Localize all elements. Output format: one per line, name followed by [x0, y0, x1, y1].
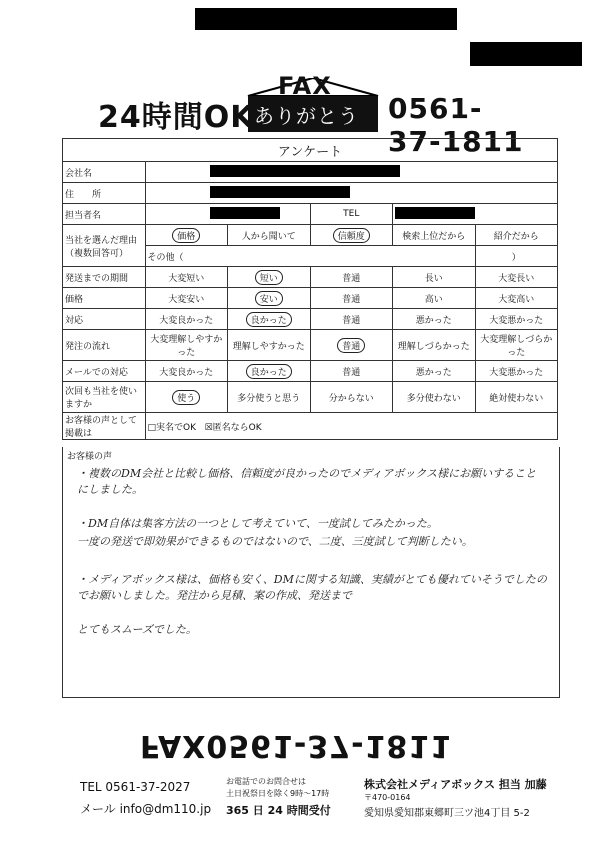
fax-number-mirrored: FAX0561-37-1811: [140, 728, 453, 763]
option-selected[interactable]: 良かった: [246, 364, 292, 379]
publish-label: お客様の声として掲載は: [63, 413, 146, 440]
comments-heading: お客様の声: [67, 452, 113, 462]
row-label: 対応: [63, 309, 146, 330]
row-label: 価格: [63, 288, 146, 309]
survey-title: アンケート: [63, 139, 558, 162]
reason-other[interactable]: その他（: [145, 246, 475, 267]
reason-opt-intro[interactable]: 紹介だから: [475, 225, 558, 246]
option[interactable]: 大変高い: [475, 288, 558, 309]
option-selected[interactable]: 普通: [337, 338, 365, 353]
row-label: 次回も当社を使いますか: [63, 382, 146, 413]
option-selected[interactable]: 安い: [255, 291, 283, 306]
option[interactable]: 多分使うと思う: [228, 382, 311, 413]
option[interactable]: 悪かった: [393, 309, 476, 330]
publish-options: [145, 413, 558, 440]
comment-line: ・メディアボックス様は、価格も安く、DMに関する知識、実績がとても優れていそうでしたのでお願いしました。発注から見積、案の作成、発送まで: [77, 573, 547, 602]
footer-note2: 土日祝祭日を除く9時〜17時: [226, 789, 330, 798]
row-next-use: [63, 382, 558, 413]
contact-label: 担当者名: [63, 204, 146, 225]
footer-mail[interactable]: メール info@dm110.jp: [80, 802, 212, 816]
option[interactable]: 大変理解しづらかった: [475, 330, 558, 361]
reason-opt-trust[interactable]: 信頼度: [333, 228, 370, 243]
survey-table: [62, 138, 558, 440]
reason-opt-search[interactable]: 検索上位だから: [393, 225, 476, 246]
tel-label: TEL: [310, 204, 393, 225]
reason-label: 当社を選んだ理由（複数回答可）: [63, 225, 146, 267]
option[interactable]: 大変良かった: [145, 361, 228, 382]
footer-address: 愛知県愛知郡東郷町三ツ池4丁目 5-2: [364, 808, 530, 819]
company-value: [145, 162, 558, 183]
contact-value: [145, 204, 310, 225]
option[interactable]: 普通: [310, 361, 393, 382]
redaction-right: [470, 42, 582, 66]
row-label: 発送までの期間: [63, 267, 146, 288]
comment-line: ・DM自体は集客方法の一つとして考えていて、一度試してみたかった。: [77, 517, 438, 530]
option[interactable]: 多分使わない: [393, 382, 476, 413]
address-label: 住 所: [63, 183, 146, 204]
row-label: 発注の流れ: [63, 330, 146, 361]
option[interactable]: 絶対使わない: [475, 382, 558, 413]
option[interactable]: 理解しづらかった: [393, 330, 476, 361]
reason-opt-referral[interactable]: 人から聞いて: [228, 225, 311, 246]
row-order-flow: [63, 330, 558, 361]
comment-line: とてもスムーズでした。: [77, 623, 197, 636]
footer-note1: お電話でのお問合せは: [226, 777, 306, 786]
reason-other-close: ）: [475, 246, 558, 267]
row-shipping: [63, 267, 558, 288]
publish-anonymous[interactable]: 匿名ならOK: [212, 422, 262, 433]
option[interactable]: 大変悪かった: [475, 309, 558, 330]
fax-label: FAX: [278, 72, 332, 100]
tel-value: [393, 204, 558, 225]
phone-label: 0561-37-1811: [388, 92, 524, 158]
publish-real-name[interactable]: □実名でOK: [147, 422, 196, 433]
option[interactable]: 大変良かった: [145, 309, 228, 330]
option[interactable]: 普通: [310, 267, 393, 288]
option[interactable]: 大変悪かった: [475, 361, 558, 382]
row-price: [63, 288, 558, 309]
option[interactable]: 大変理解しやすかった: [145, 330, 228, 361]
footer-company: 株式会社メディアボックス 担当 加藤: [364, 778, 547, 791]
redaction-top: [195, 8, 457, 30]
row-label: メールでの対応: [63, 361, 146, 382]
option[interactable]: 悪かった: [393, 361, 476, 382]
thanks-label: ありがとう: [254, 104, 359, 128]
option[interactable]: 大変短い: [145, 267, 228, 288]
option[interactable]: 理解しやすかった: [228, 330, 311, 361]
comment-line: ・複数のDM会社と比較し価格、信頼度が良かったのでメディアボックス様にお願いすることにしました。: [77, 467, 537, 496]
option-selected[interactable]: 良かった: [246, 312, 292, 327]
option[interactable]: 大変安い: [145, 288, 228, 309]
option[interactable]: 分からない: [310, 382, 393, 413]
hours-label: 24時間OK: [98, 100, 255, 135]
address-value: [145, 183, 558, 204]
option[interactable]: 大変長い: [475, 267, 558, 288]
option[interactable]: 高い: [393, 288, 476, 309]
footer-accept: 365 日 24 時間受付: [226, 804, 331, 817]
option[interactable]: 長い: [393, 267, 476, 288]
customer-comments: [62, 447, 560, 698]
option-selected[interactable]: 使う: [172, 390, 200, 405]
option[interactable]: 普通: [310, 288, 393, 309]
row-support: [63, 309, 558, 330]
reason-opt-price[interactable]: 価格: [172, 228, 200, 243]
option-selected[interactable]: 短い: [255, 270, 283, 285]
footer-tel: TEL 0561-37-2027: [80, 780, 191, 794]
checked-box-icon: ☒: [204, 422, 213, 433]
footer-zip: 〒470-0164: [364, 793, 411, 802]
company-label: 会社名: [63, 162, 146, 183]
option[interactable]: 普通: [310, 309, 393, 330]
comment-line: 一度の発送で即効果ができるものではないので、二度、三度試して判断したい。: [77, 535, 473, 548]
row-email: [63, 361, 558, 382]
